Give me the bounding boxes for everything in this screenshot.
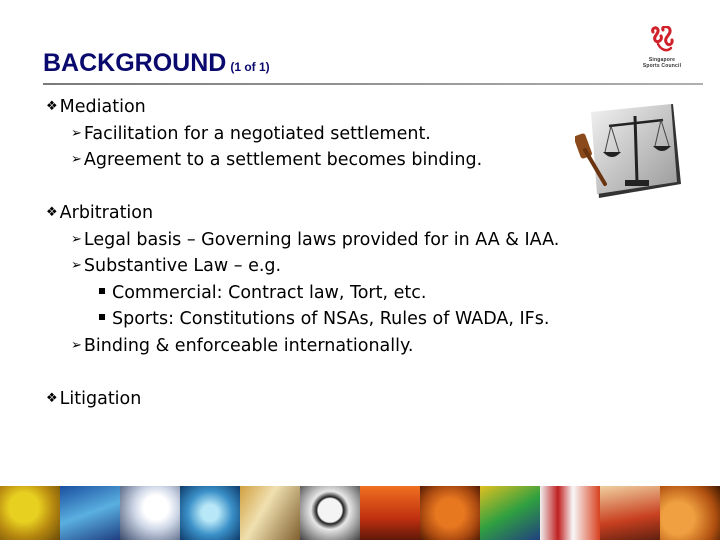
blank-line <box>46 174 646 201</box>
diamond-cluster-icon: ❖ <box>46 99 58 114</box>
arrowhead-icon: ➢ <box>71 231 82 247</box>
square-bullet-icon <box>99 288 105 294</box>
bullet-item-level3 <box>46 280 646 307</box>
blank-line <box>46 359 646 386</box>
bullet-text: Commercial: Contract law, Tort, etc. <box>112 282 427 303</box>
bullet-text: Substantive Law – e.g. <box>83 256 282 276</box>
bullet-item-level1 <box>46 94 646 121</box>
athlete-photo <box>600 486 660 540</box>
ball-closeup-photo <box>660 486 720 540</box>
bullet-text: Mediation <box>59 97 146 117</box>
bullet-item-level2 <box>46 227 646 254</box>
diamond-cluster-icon: ❖ <box>46 390 58 406</box>
arrowhead-icon: ➢ <box>71 152 82 167</box>
logo-flame-icon <box>649 26 675 56</box>
bullet-list <box>46 94 646 412</box>
bullet-item-level2 <box>46 253 646 280</box>
slide-title-text: BACKGROUND <box>43 49 227 77</box>
title-underline <box>43 83 703 85</box>
logo-line1: Singapore <box>648 57 676 63</box>
arrowhead-icon: ➢ <box>71 337 82 353</box>
shuttlecock-photo <box>120 486 180 540</box>
arrowhead-icon: ➢ <box>71 258 82 273</box>
square-bullet-icon <box>99 314 105 320</box>
bullet-item-level3 <box>46 306 646 333</box>
gymnast-photo <box>360 486 420 540</box>
bullet-item-level1 <box>46 386 646 413</box>
gavel-scales-image <box>575 104 681 198</box>
bullet-text: Sports: Constitutions of NSAs, Rules of WADA, IFs. <box>112 309 550 329</box>
bullet-text: Binding & enforceable internationally. <box>83 335 414 356</box>
logo-line2: Sports Council <box>642 63 682 69</box>
goggles-photo <box>180 486 240 540</box>
bullet-item-level1 <box>46 200 646 227</box>
bullet-text: Agreement to a settlement becomes binding. <box>83 150 483 170</box>
bullet-text: Legal basis – Governing laws provided for in AA & IAA. <box>83 229 560 250</box>
singapore-sports-council-logo <box>637 26 687 70</box>
cyclist-helmet-photo <box>480 486 540 540</box>
bullet-text: Arbitration <box>59 203 154 223</box>
swimming-photo <box>60 486 120 540</box>
bullet-text: Facilitation for a negotiated settlement. <box>83 123 431 144</box>
slide-subtitle: (1 of 1) <box>230 60 270 74</box>
bowling-pins-photo <box>540 486 600 540</box>
bullet-item-level2 <box>46 333 646 360</box>
slide-title <box>43 49 270 78</box>
cyclists-photo <box>240 486 300 540</box>
bullet-text: Litigation <box>59 388 142 409</box>
bullet-item-level2 <box>46 147 646 174</box>
arrowhead-icon: ➢ <box>71 125 82 141</box>
bullet-item-level2 <box>46 121 646 148</box>
diamond-cluster-icon: ❖ <box>46 205 58 220</box>
sports-photo-strip <box>0 486 720 540</box>
tennis-ball-photo <box>0 486 60 540</box>
basketball-photo <box>420 486 480 540</box>
soccer-ball-photo <box>300 486 360 540</box>
